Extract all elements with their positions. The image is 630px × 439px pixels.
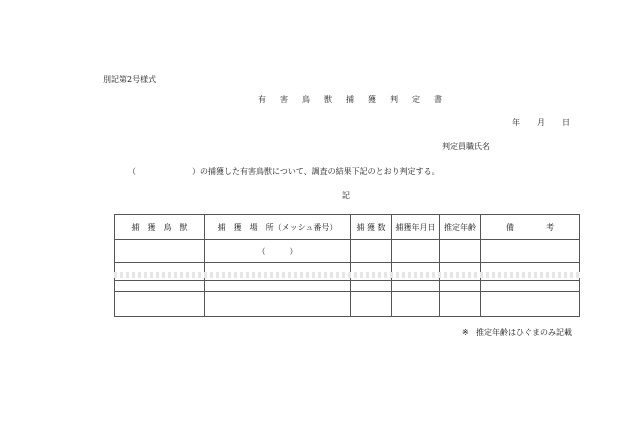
assessor-label: 判定員職氏名 — [442, 142, 490, 151]
title-char: 判 — [390, 95, 398, 104]
table-cell — [481, 281, 580, 292]
table-row — [115, 240, 580, 263]
header-date: 捕獲年月日 — [392, 215, 440, 240]
table-break-band — [114, 272, 580, 278]
header-place: 捕 獲 場 所（メッシュ番号） — [205, 215, 351, 240]
ki-heading: 記 — [342, 191, 350, 200]
statement-text: の捕獲した有害鳥獣について、調査の結果下記のとおり判定する。 — [200, 167, 440, 176]
table-cell — [115, 281, 205, 292]
statement-open-paren: （ — [128, 167, 136, 176]
table-cell — [115, 240, 205, 263]
date-day: 日 — [562, 118, 570, 127]
capture-table — [114, 214, 580, 317]
date-month: 月 — [537, 118, 545, 127]
title-char: 捕 — [346, 95, 354, 104]
table-cell — [481, 240, 580, 263]
table-cell — [481, 292, 580, 317]
statement-close-paren: ） — [192, 167, 200, 176]
title-char: 有 — [258, 95, 266, 104]
table-cell — [351, 292, 392, 317]
title-char: 定 — [412, 95, 420, 104]
header-count: 捕 獲 数 — [351, 215, 392, 240]
document-title — [258, 94, 456, 105]
title-char: 獲 — [368, 95, 376, 104]
note-text: 推定年齢はひぐまのみ記載 — [476, 328, 572, 337]
header-species: 捕 獲 鳥 獣 — [115, 215, 205, 240]
form-number-label: 別記第2号様式 — [103, 75, 157, 84]
table-cell — [392, 281, 440, 292]
table-row — [115, 292, 580, 317]
table-cell — [205, 292, 351, 317]
table-row — [115, 281, 580, 292]
table-cell — [115, 292, 205, 317]
table-cell — [351, 281, 392, 292]
table-cell — [205, 281, 351, 292]
header-remarks: 備 考 — [481, 215, 580, 240]
header-age: 推定年齢 — [440, 215, 481, 240]
table-cell — [392, 292, 440, 317]
place-cell: （ ） — [205, 240, 351, 263]
table-cell — [440, 281, 481, 292]
title-char: 鳥 — [302, 95, 310, 104]
title-char: 害 — [280, 95, 288, 104]
table-cell — [351, 240, 392, 263]
date-line — [512, 117, 587, 128]
table-cell — [440, 240, 481, 263]
title-char: 獣 — [324, 95, 332, 104]
statement-line — [128, 166, 440, 177]
date-year: 年 — [512, 118, 520, 127]
table-cell — [440, 292, 481, 317]
table-cell — [392, 240, 440, 263]
title-char: 書 — [434, 95, 442, 104]
table-header-row — [115, 215, 580, 240]
note-mark: ※ — [462, 328, 469, 337]
footnote — [462, 327, 572, 338]
